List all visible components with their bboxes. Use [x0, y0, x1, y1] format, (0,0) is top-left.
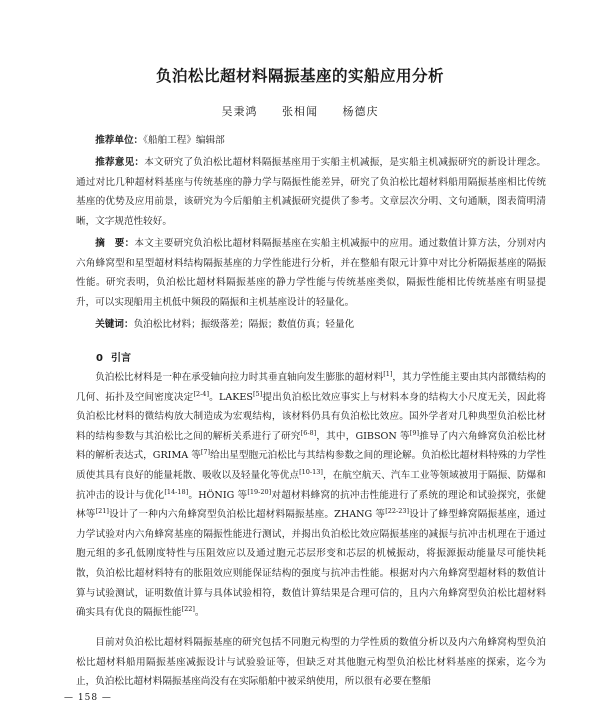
recommendation-block [76, 153, 546, 232]
section-number: 0 [96, 353, 103, 364]
section-heading [96, 349, 139, 364]
citation: [22-23] [385, 506, 410, 515]
text-run: ，在航空航天、汽车工业等领域被用于隔振、防爆和抗冲击的设计与优化 [76, 469, 546, 501]
paper-title: 负泊松比超材料隔振基座的实船应用分析 [155, 67, 444, 85]
abstract-block [76, 234, 546, 313]
text-run: 设计了一种内六角蜂窝型负泊松比超材料隔振基座。ZHANG 等 [108, 509, 386, 521]
citation: [5] [253, 389, 263, 398]
page-number: — 158 — [64, 693, 112, 703]
citation: [14-18] [164, 487, 189, 496]
text-run: ，其力学性能主要由其内部微结构的几何、拓扑及空间密度决定 [76, 372, 547, 403]
intro-paragraph-1 [76, 368, 546, 623]
text-run: 。 [194, 607, 205, 619]
citation: [21] [95, 506, 109, 515]
author-name: 张相闻 [282, 105, 318, 118]
recommender-block [76, 131, 546, 151]
recommendation-label: 推荐意见： [95, 157, 145, 168]
citation: [1] [383, 369, 393, 378]
text-run: 负泊松比材料是一种在承受轴向拉力时其垂直轴向发生膨胀的超材料 [95, 372, 384, 383]
citation: [6-8] [300, 428, 317, 437]
recommender-text: 《船舶工程》编辑部 [143, 135, 225, 146]
author-list [0, 103, 600, 119]
text-run: 。LAKES [208, 391, 254, 403]
text-run: 给出星型胞元泊松比与其结构参数之间的理论解。负泊松比超材料特殊的力学性质使其具有良好的能量耗散、吸收以及轻量化等优点 [76, 450, 547, 481]
citation: [9] [409, 428, 420, 437]
intro-paragraph-2: 目前对负泊松比超材料隔振基座的研究包括不同胞元构型的力学性质的数值分析以及内六角蜂窝构型负泊松比超材料船用隔振基座减振设计与试验验证等，但缺乏对其他胞元构型负泊松比材料基座的探索，迄今为止，负泊松比超材料隔振基座尚没有在实际船舶中被采纳使用，所以很有必要在整船 [76, 637, 546, 688]
citation: [19-20] [247, 487, 272, 496]
text-run: 设计了蜂型蜂窝隔振基座，通过力学试验对内六角蜂窝基座的隔振性能进行测试，并揭出负泊松比效应隔振基座的减振与抗冲击机理在于通过胞元组的多孔低刚度特性与压阻效应以及通过胞元芯层形变和芯层的机械振动，将振源振动能量尽可能快耗散，负泊松比超材料特有的胀阻效应则能保证结构的强度与抗冲击性能。根据对内六角蜂窝型超材料的数值计算与试验测试，证明数值计算与具体试验相符，数值计算结果是合理可信的，且内六角蜂窝型负泊松比超材料确实具有优良的隔振性能 [76, 509, 546, 619]
section-title: 引言 [110, 353, 131, 364]
citation: [7] [200, 448, 211, 457]
text-run: 提出负泊松比效应事实上与材料本身的结构大小尺度无关，因此将负泊松比材料的微结构放大制造成为宏观结构，该材料仍具有负泊松比效应。国外学者对几种典型负泊松比材料的结构参数与其泊松比之间的解析关系进行了研究 [76, 391, 547, 442]
keywords-text: 负泊松比材料；振级落差；隔振；数值仿真；轻量化 [133, 319, 355, 330]
keywords-block [76, 315, 546, 335]
citation: [2-4] [193, 389, 209, 398]
text-run: 对超材料蜂窝的抗冲击性能进行了系统的理论和试验探究，张健林等 [76, 489, 546, 521]
abstract-text: 本文主要研究负泊松比超材料隔振基座在实船主机减振中的应用。通过数值计算方法，分别对内六角蜂窝型和星型超材料结构隔振基座的力学性能进行分析，并在整船有限元计算中对比分析隔振基座的隔振性能。研究表明，负泊松比超材料隔振基座的静力学性能与传统基座类似，隔振性能相比传统基座有明显提升，可以实现船用主机低中频段的隔振和主机基座设计的轻量化。 [76, 238, 547, 309]
citation: [10-13] [299, 467, 323, 476]
recommendation-text: 本文研究了负泊松比超材料隔振基座用于实船主机减振，是实船主机减振研究的新设计理念。通过对比几种超材料基座与传统基座的静力学与隔振性能差异，研究了负泊松比超材料船用隔振基座相比传统基座的优势及应用前景，该研究为今后船舶主机减振研究提供了参考。文章层次分明、文句通顺，图表简明清晰，文字规范性较好。 [76, 157, 547, 228]
author-name: 吴秉鸿 [221, 105, 258, 118]
abstract-label: 摘 要： [95, 238, 135, 249]
text-run: ，其中，GIBSON 等 [316, 430, 410, 442]
text-run: 推导了内六角蜂窝负泊松比材料的解析表达式，GRIMA 等 [76, 430, 547, 462]
citation: [22] [181, 604, 195, 613]
keywords-label: 关键词： [95, 319, 134, 330]
text-run: 。HÖNIG 等 [188, 489, 248, 501]
recommender-label: 推荐单位： [95, 135, 144, 146]
author-name: 杨德庆 [342, 105, 379, 118]
